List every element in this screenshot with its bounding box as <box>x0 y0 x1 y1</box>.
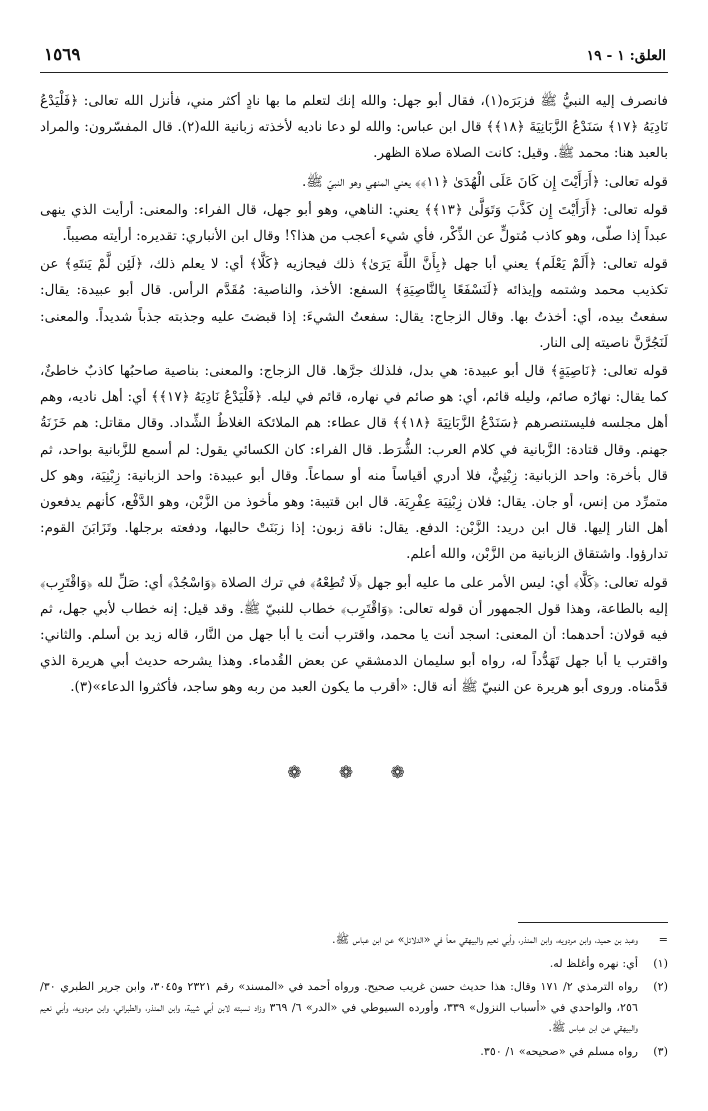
footnote <box>40 930 668 951</box>
page-number: ١٥٦٩ <box>44 45 81 65</box>
paragraph: فانصرف إليه النبيُّ ﷺ فزبَرَه(١)، فقال أبو جهل: والله إنك لتعلم ما بها نادٍ أكثر مني، فأنزل الله تعالى: ﴿فَلْيَدْعُ نَادِيَهُ ﴿١٧﴾ سَنَدْعُ الزَّبَانِيَةَ ﴿١٨﴾﴾ قال ابن عباس: والله لو دعا ناديه لأخذته زبانية الله(٢). قال المفسّرون: والمراد بالعبد هنا: محمد ﷺ. وقيل: كانت الصلاة صلاة الظهر. <box>40 93 668 162</box>
footnote-text: أي: نهره وأغلظ له. <box>549 956 638 970</box>
paragraph: قوله تعالى: ﴿أَلَمْ يَعْلَم﴾ يعني أبا جهل ﴿بِأَنَّ اللَّهَ يَرَىٰ﴾ ذلك فيجازيه ﴿كَلَّا﴾ أي: لا يعلم ذلك، ﴿لَئِن لَّمْ يَنتَهِ﴾ عن تكذيب محمد وشتمه وإيذائه ﴿لَنَسْفَعًا بِالنَّاصِيَةِ﴾ السفع: الأخذ، والناصية: مُقَدَّم الرأس. قال أبو عبيدة: يقال: سفعتُ بيده، أي: أخذتُ بها. وقال الزجاج: يقال: سفعتُ الشيءَ: إذا قبضتَ عليه وجذبته جذباً شديداً. والمعنى: لَنَجُرَّنَّ ناصيته إلى النار. <box>40 256 668 351</box>
running-head: العلق: ١ - ١٩ <box>586 48 666 64</box>
footnote-mark: (١) <box>653 956 668 970</box>
footnote-text: وعبد بن حميد، وابن مردويه، وابن المنذر، وأبي نعيم والبيهقي معاً في «الدلائل» عن ابن عباس ﷺ. <box>332 933 638 946</box>
paragraph: قوله تعالى: ﴿نَاصِيَةٍ﴾ قال أبو عبيدة: هي بدل، فلذلك جرَّها. قال الزجاج: والمعنى: بناصية صاحبُها كاذبٌ خاطئٌ، كما يقال: نهارُه صائم، وليله قائم، أي: هو صائم في نهاره، قائم في ليله. ﴿فَلْيَدْعُ نَادِيَهُ ﴿١٧﴾﴾ أي: أهل ناديه، وهم أهل مجلسه فليستنصرهم ﴿سَنَدْعُ الزَّبَانِيَةَ ﴿١٨﴾﴾ قال عطاء: هم الملائكة الغلاظُ الشِّداد. وقال مقاتل: هم خَزَنَةُ جهنم. وقال قتادة: الزَّبانية في كلام العرب: الشُّرَط. قال الفراء: كان الكسائي يقول: لم أسمع للزَّبانية بواحد، ثم قال بأخرة: واحد الزبانية: زِبْنِيٌّ، فلا أدري أقياساً منه أو سماعاً. وقال أبو عبيدة: واحد الزبانية: زِبْنِيَة، وهو كل متمرِّد من إنس، أو جان. يقال: فلان زِبْنِيَة عِفْرِيَة. قال ابن قتيبة: وهو مأخوذ من الزَّبْن، وهو الدَّفْع، كأنهم يدفعون أهل النار إليها. قال ابن دريد: الزَّبْن: الدفع. يقال: ناقة زبون: إذا زبَنَتْ حالبها، ودفعته برجلها. وتَزَابَنَ القوم: تدارؤوا. واشتقاق الزبانية من الزَّبْن، والله أعلم. <box>40 363 668 563</box>
paragraph: قوله تعالى: ﴿أَرَأَيْتَ إِن كَذَّبَ وَتَوَلَّىٰ ﴿١٣﴾﴾ يعني: الناهي، وهو أبو جهل، قال الفراء: والمعنى: أرأيت الذي ينهى عبداً إذا صلّى، وهو كاذب مُتولٍّ عن الذِّكْر، فأي شيء أعجب من هذا؟! وقال ابن الأنباري: تقديره: أرأيته مصيباً. <box>40 201 669 245</box>
footnote-divider <box>518 922 668 923</box>
page-header <box>40 44 668 73</box>
footnote <box>40 1042 668 1063</box>
footnotes <box>40 930 668 1065</box>
paragraph: قوله تعالى: ﴿أَرَأَيْتَ إِن كَانَ عَلَى الْهُدَىٰ ﴿١١﴾﴾ يعني المنهي وهو النبيّ ﷺ. <box>302 173 668 190</box>
footnote-mark: (٣) <box>653 1044 668 1058</box>
main-text <box>40 88 668 703</box>
footnote-text: رواه الترمذي ٢/ ١٧١ وقال: هذا حديث حسن غريب صحيح. ورواه أحمد في «المسند» رقم ٢٣٢١ و٣٠٤٥، وابن جرير الطبري ٣٠/ ٢٥٦، والواحدي في «أسباب النزول» ٣٣٩، وأورده السيوطي في «الدر» ٦/ ٣٦٩ وزاد نسبته لابن أبي شيبة، وابن المنذر، والطبراني، وابن مردويه، وأبي نعيم والبيهقي عن ابن عباس ﷺ. <box>40 980 639 1034</box>
footnote <box>40 954 668 975</box>
paragraph: قوله تعالى: ﴿كَلَّا﴾ أي: ليس الأمر على ما عليه أبو جهل ﴿لَا تُطِعْهُ﴾ في ترك الصلاة ﴿وَاسْجُدْ﴾ أي: صَلِّ لله ﴿وَاقْتَرِب﴾ إليه بالطاعة، وهذا قول الجمهور أن قوله تعالى: ﴿وَاقْتَرِب﴾ خطاب للنبيّ ﷺ. وقد قيل: إنه خطاب لأبي جهل، ثم فيه قولان: أحدهما: أن المعنى: اسجد أنت يا محمد، واقترب أنت يا أبا جهل من النَّار، قاله زيد بن أسلم. والثاني: واقترب يا أبا جهل تَهَدُّداً له، رواه أبو سليمان الدمشقي عن بعض القُدماء. وهذا يشرحه حديث أبي هريرة الذي قدَّمناه. وروى أبو هريرة عن النبيّ ﷺ أنه قال: «أقرب ما يكون العبد من ربه وهو ساجد، فأكثروا الدعاء»(٣). <box>40 574 668 696</box>
footnote <box>40 977 668 1039</box>
footnote-mark: = <box>658 933 668 946</box>
footnote-text: رواه مسلم في «صحيحه» ١/ ٣٥٠. <box>480 1044 638 1058</box>
section-ornament: ❁ ❁ ❁ <box>287 763 421 783</box>
footnote-mark: (٢) <box>653 980 668 993</box>
